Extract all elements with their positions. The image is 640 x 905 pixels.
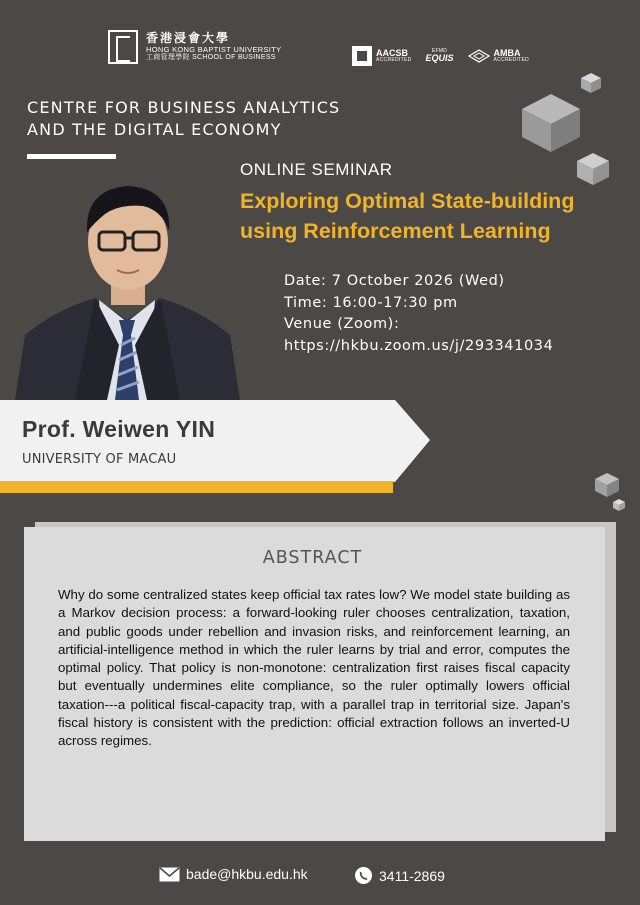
event-time: Time: 16:00-17:30 pm <box>284 294 458 311</box>
speaker-affiliation: UNIVERSITY OF MACAU <box>22 452 177 467</box>
phone-contact[interactable] <box>354 866 445 885</box>
accent-bar <box>0 481 393 493</box>
equis-logo: EFMD EQUIS <box>425 48 454 63</box>
mail-icon <box>159 867 180 882</box>
logo-chinese-name: 香港浸會大學 <box>146 31 231 46</box>
cube-icon <box>576 152 610 186</box>
accreditation-logos <box>352 46 529 66</box>
abstract-heading: ABSTRACT <box>262 548 363 568</box>
centre-name: CENTRE FOR BUSINESS ANALYTICS AND THE DIGITAL ECONOMY <box>27 98 341 139</box>
cube-icon <box>520 92 582 154</box>
cube-icon <box>612 498 626 512</box>
event-type: ONLINE SEMINAR <box>240 160 393 179</box>
speaker-photo <box>15 170 240 400</box>
zoom-link[interactable]: https://hkbu.zoom.us/j/293341034 <box>284 337 554 354</box>
event-details <box>284 271 553 357</box>
seminar-title: Exploring Optimal State-building using Reinforcement Learning <box>240 189 575 243</box>
event-date: Date: 7 October 2026 (Wed) <box>284 273 505 289</box>
cube-icon <box>580 72 602 94</box>
hkbu-logo-icon <box>108 30 138 64</box>
speaker-name: Prof. Weiwen YIN <box>22 416 216 442</box>
hkbu-logo <box>108 30 281 64</box>
aacsb-icon <box>352 46 372 66</box>
amba-diamond-icon <box>468 49 490 63</box>
abstract-body: Why do some centralized states keep official tax rates low? We model state building as a Markov decision process: a forward-looking ruler chooses centralization, taxation, and public goods under rebellion and invasion risks, and reinforcement learning, an artificial-intelligence method in which the ruler learns by trial and error, computes the optimal policy. That policy is non-monotone: centralization first raises fiscal capacity but eventually undermines elite compliance, so the ruler optimally lowers official taxation---a political fiscal-capacity trap, with a parallel trap in territorial size. Japan's fiscal history is consistent with the prediction: official extraction follows an inverted-U across regimes. <box>58 587 570 749</box>
phone-number[interactable]: 3411-2869 <box>379 867 445 884</box>
whatsapp-icon <box>354 866 373 885</box>
aacsb-logo: AACSB ACCREDITED <box>352 46 412 66</box>
email-address[interactable]: bade@hkbu.edu.hk <box>186 866 308 882</box>
logo-english-name: HONG KONG BAPTIST UNIVERSITY <box>146 44 282 54</box>
logo-school-name: 工商管理學院 SCHOOL OF BUSINESS <box>146 53 276 61</box>
amba-logo: AMBA ACCREDITED <box>468 49 530 63</box>
email-contact[interactable] <box>159 866 308 882</box>
centre-underline <box>27 154 116 159</box>
event-venue: Venue (Zoom): <box>284 316 400 332</box>
cube-icon <box>594 472 620 498</box>
